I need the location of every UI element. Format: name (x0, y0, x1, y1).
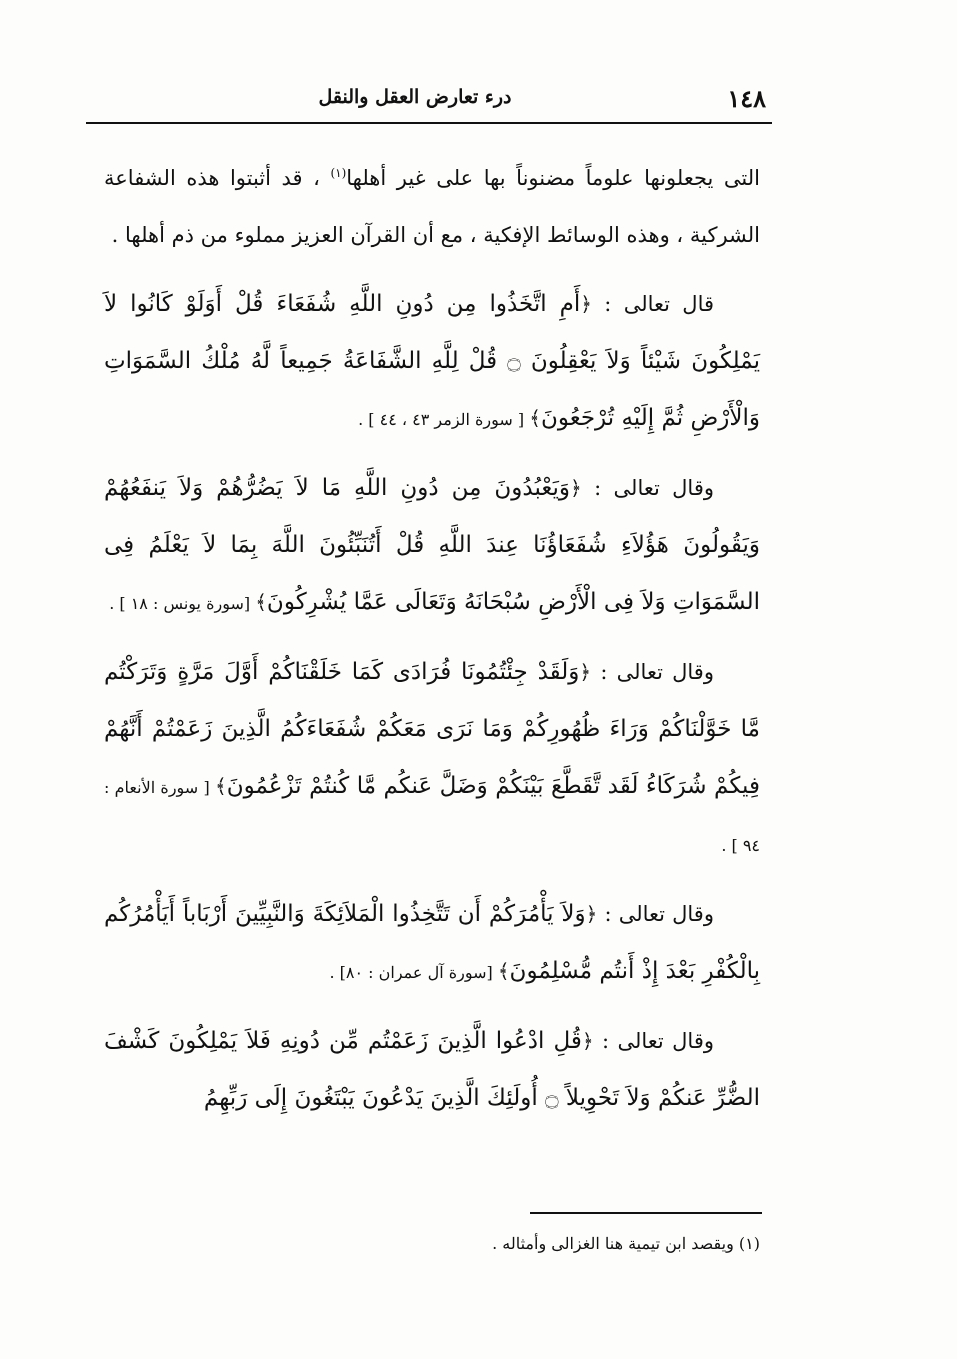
quran-verse: أَمِ اتَّخَذُوا مِن دُونِ اللَّهِ شُفَعَاءَ قُلْ أَوَلَوْ كَانُوا لاَ يَمْلِكُونَ شَيْئاً وَلاَ يَعْقِلُونَ ۝ قُلْ لِلَّهِ الشَّفَاعَةُ جَمِيعاً لَّهُ مُلْكُ السَّمَوَاتِ وَالْأَرْضِ ثُمَّ إِلَيْهِ تُرْجَعُونَ (104, 291, 760, 431)
quran-verse: قُلِ ادْعُوا الَّذِينَ زَعَمْتُم مِّن دُونِهِ فَلاَ يَمْلِكُونَ كَشْفَ الضُّرِّ عَنكُمْ وَلاَ تَحْوِيلاً ۝ أُولَئِكَ الَّذِينَ يَدْعُونَ يَبْتَغُونَ إِلَى رَبِّهِمُ (104, 1028, 760, 1111)
paragraph-intro (104, 150, 760, 264)
page-body (104, 150, 760, 1140)
verse-close-bracket: ﴾ (529, 406, 541, 430)
quran-verse: وَلاَ يَأْمُرَكُمْ أَن تَتَّخِذُوا الْمَلاَئِكَةَ وَالنَّبِيِّينَ أَرْبَاباً أَيَأْمُرُكُم بِالْكُفْرِ بَعْدَ إِذْ أَنتُم مُّسْلِمُونَ (104, 901, 760, 984)
verse-open-bracket: ﴿ (570, 476, 582, 500)
verse-intro: قال تعالى : (591, 292, 715, 316)
verse-intro: وقال تعالى : (593, 1029, 714, 1053)
paragraph-verse (104, 886, 760, 1001)
verse-close-bracket: ﴾ (255, 590, 267, 614)
surah-reference: [ سورة الزمر ٤٣ ، ٤٤ ] . (358, 410, 530, 429)
footnote-text: ويقصد ابن تيمية هنا الغزالى وأمثاله . (492, 1234, 739, 1253)
paragraph-verse (104, 276, 760, 448)
verse-close-bracket: ﴾ (214, 774, 227, 798)
verse-close-bracket: ﴾ (497, 959, 510, 983)
paragraph-text: التى يجعلونها علوماً مضنوناً بها على غير أهلها (346, 166, 760, 190)
footnote-reference[interactable]: (١) (330, 166, 347, 180)
header-rule (86, 122, 772, 124)
verse-intro: وقال تعالى : (591, 660, 714, 684)
verse-open-bracket: ﴿ (585, 902, 598, 926)
paragraph-verse (104, 1013, 760, 1128)
surah-reference: [سورة يونس : ١٨ ] . (109, 594, 256, 613)
verse-open-bracket: ﴿ (580, 292, 592, 316)
footnote-marker: (١) (738, 1234, 760, 1253)
verse-intro: وقال تعالى : (597, 902, 714, 926)
verse-open-bracket: ﴿ (581, 1029, 594, 1053)
page-header (86, 80, 772, 120)
paragraph-verse (104, 644, 760, 874)
footnote (300, 1232, 760, 1256)
verse-open-bracket: ﴿ (579, 660, 592, 684)
surah-reference: [سورة آل عمران : ٨٠] . (329, 963, 498, 982)
paragraph-text: ، قد أثبتوا هذه الشفاعة الشركية ، وهذه الوسائط الإفكية ، مع أن القرآن العزيز مملوء من ذم أهلها . (104, 166, 760, 247)
paragraph-verse (104, 460, 760, 632)
footnote-rule (530, 1212, 762, 1214)
quran-verse: وَلَقَدْ جِئْتُمُونَا فُرَادَى كَمَا خَلَقْنَاكُمْ أَوَّلَ مَرَّةٍ وَتَرَكْتُم مَّا خَوَّلْنَاكُمْ وَرَاءَ ظُهُورِكُمْ وَمَا نَرَى مَعَكُمْ شُفَعَاءَكُمُ الَّذِينَ زَعَمْتُمْ أَنَّهُمْ فِيكُمْ شُرَكَاءُ لَقَد تَّقَطَّعَ بَيْنَكُمْ وَضَلَّ عَنكُم مَّا كُنتُمْ تَزْعُمُونَ (104, 659, 761, 799)
running-title: درء تعارض العقل والنقل (318, 86, 512, 108)
page-number: ١٤٨ (727, 84, 766, 113)
quran-verse: وَيَعْبُدُونَ مِن دُونِ اللَّهِ مَا لاَ يَضُرُّهُمْ وَلاَ يَنفَعُهُمْ وَيَقُولُونَ هَؤُلاَءِ شُفَعَاؤُنَا عِندَ اللَّهِ قُلْ أَتُنَبِّئُونَ اللَّهَ بِمَا لاَ يَعْلَمُ فِى السَّمَوَاتِ وَلاَ فِى الْأَرْضِ سُبْحَانَهُ وَتَعَالَى عَمَّا يُشْرِكُونَ (104, 475, 760, 615)
surah-reference: [ سورة الأنعام : ٩٤ ] . (104, 778, 760, 855)
verse-intro: وقال تعالى : (581, 476, 715, 500)
